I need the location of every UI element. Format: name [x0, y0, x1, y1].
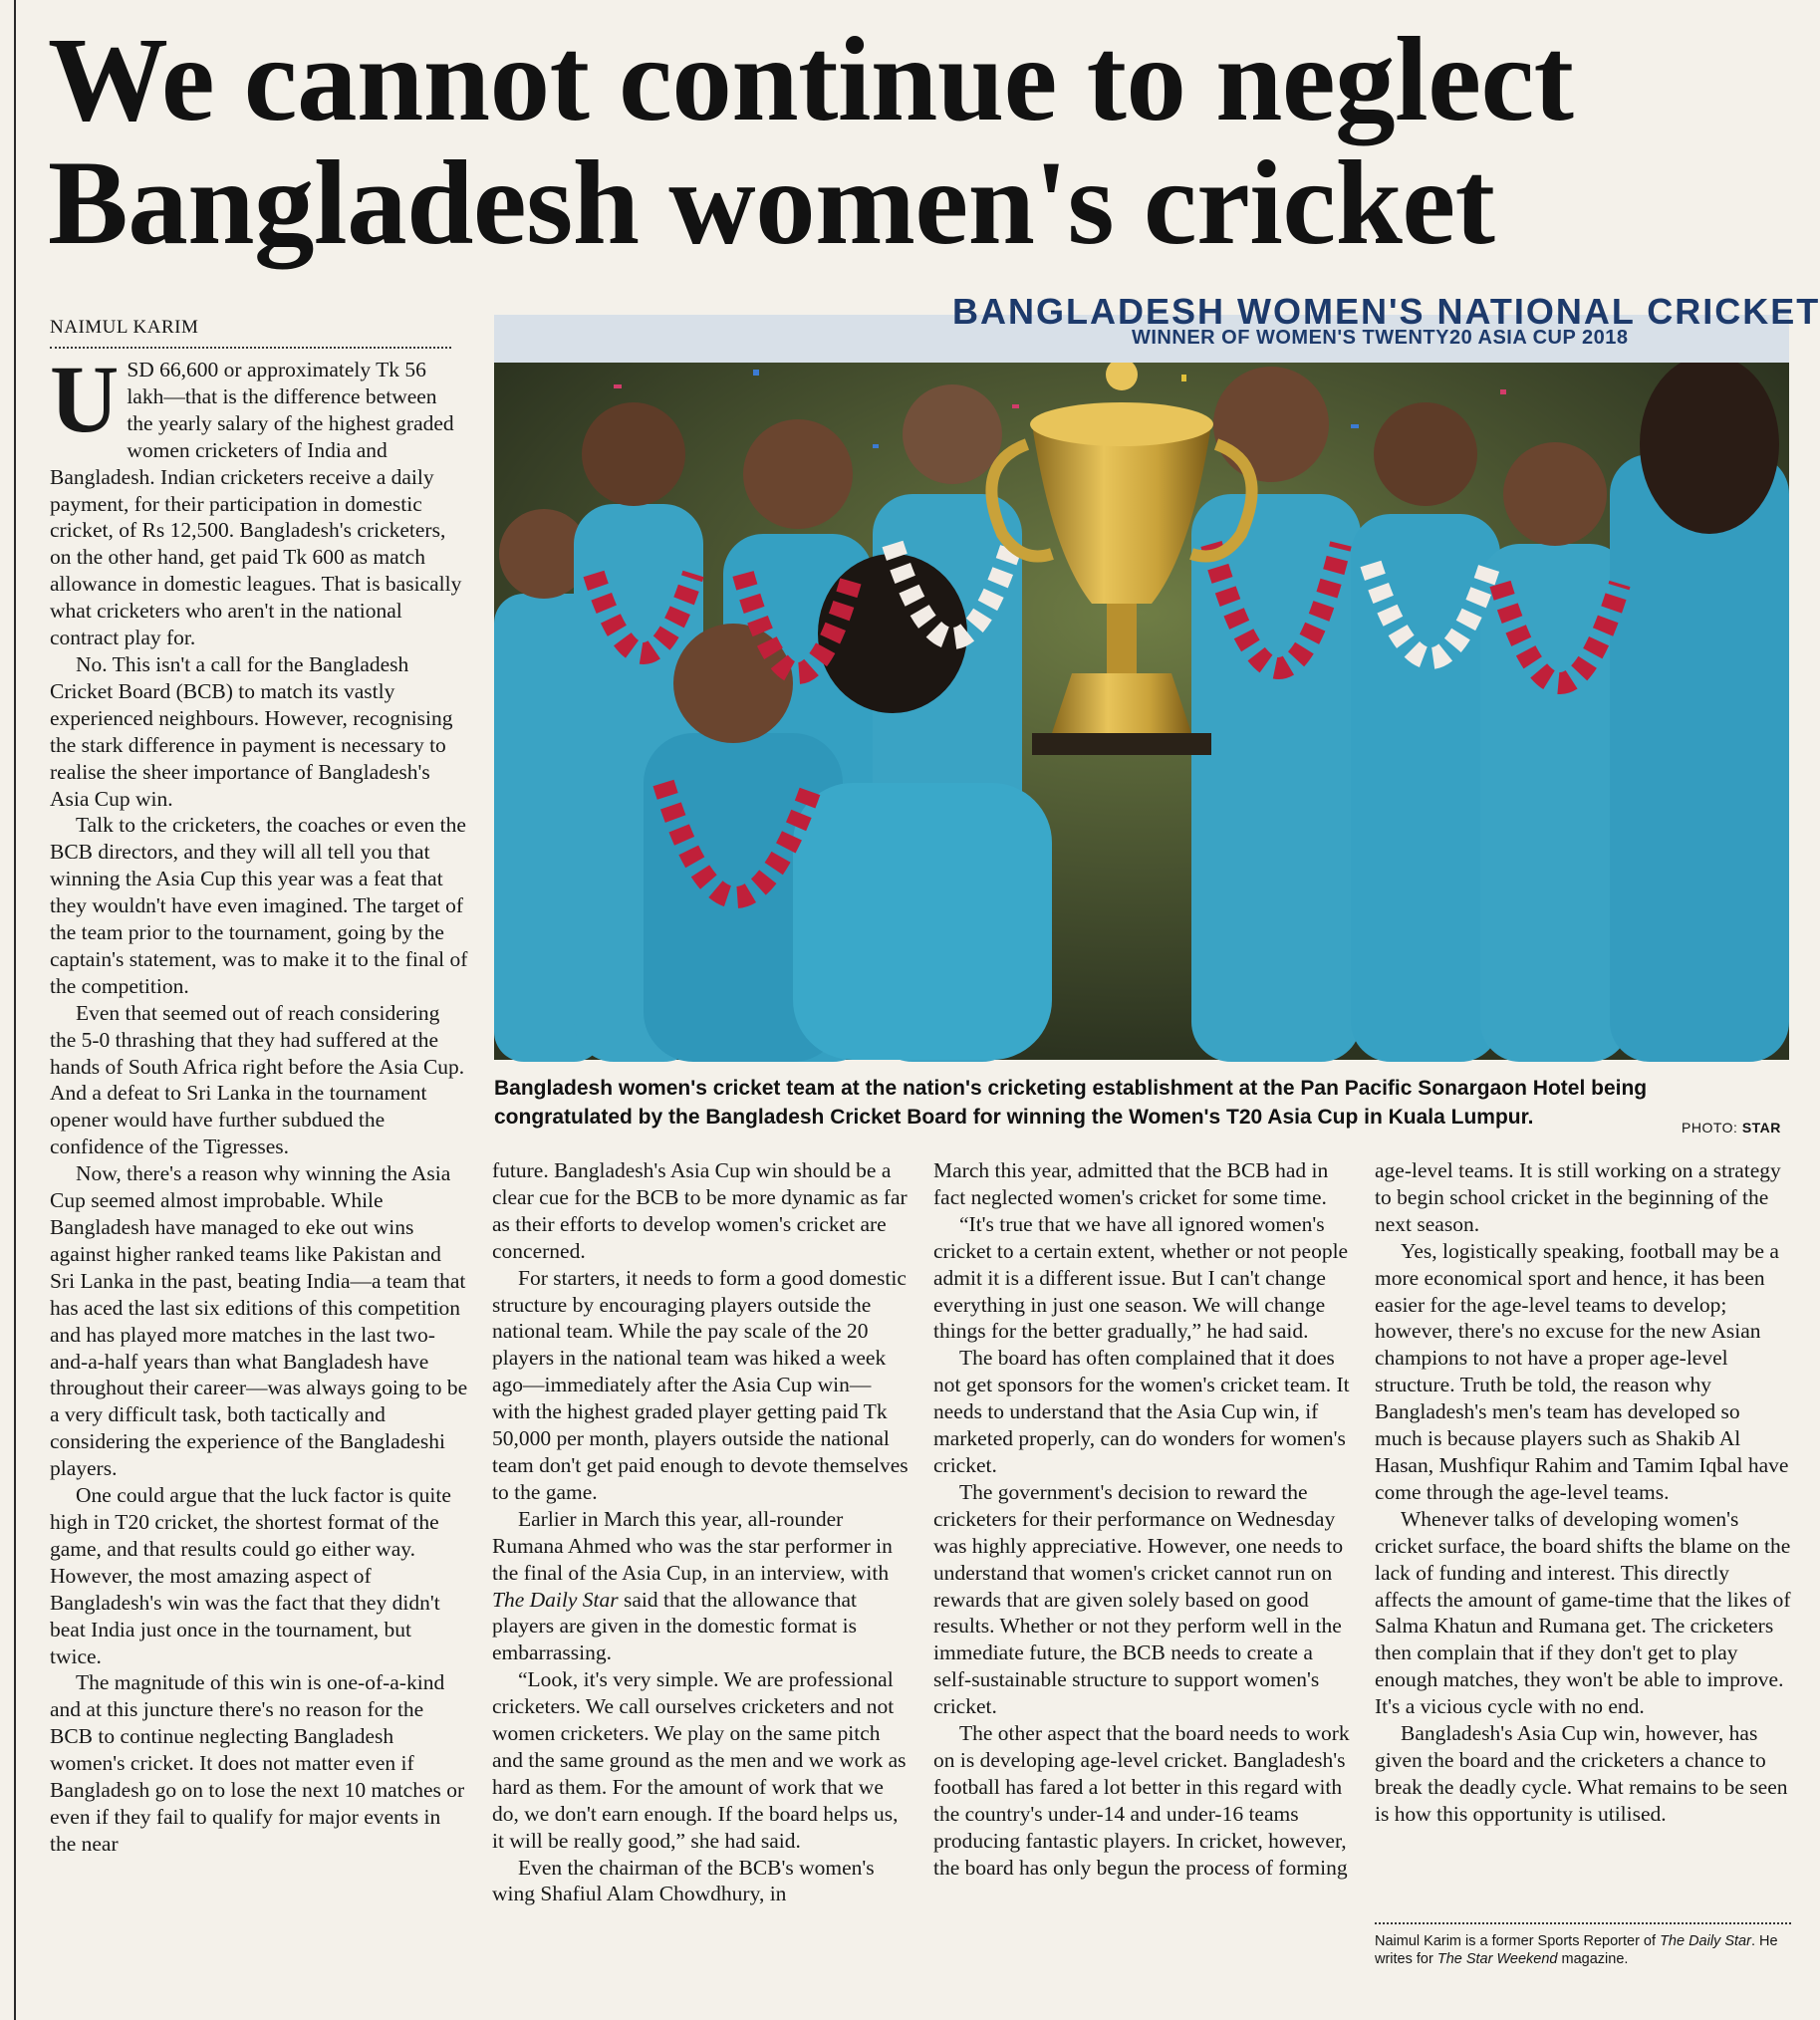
article-column-4	[1375, 1157, 1791, 1828]
paragraph: The government's decision to reward the cricketers for their performance on Wednesday was highly appreciative. However, one needs to understand that women's cricket cannot run on rewards that are given solely based on good results. Whether or not they perform well in the immediate future, the BCB needs to create a self-sustainable structure to support women's cricket.	[933, 1479, 1344, 1719]
photo-banner	[494, 291, 1820, 363]
banner-top-text: BANGLADESH WOMEN'S NATIONAL CRICKET	[952, 291, 1820, 332]
paragraph: age-level teams. It is still working on a strategy to begin school cricket in the beginning of the next season.	[1375, 1158, 1781, 1236]
paragraph: “It's true that we have all ignored women's cricket to a certain extent, whether or not people admit it is a different issue. But I can't change everything in just one season. We will change things for the better gradually,” he had said.	[933, 1211, 1349, 1344]
paragraph: March this year, admitted that the BCB had in fact neglected women's cricket for some time.	[933, 1158, 1329, 1209]
paragraph: Even that seemed out of reach considering the 5-0 thrashing that they had suffered at the hands of South Africa right before the Asia Cup. And a defeat to Sri Lanka in the tournament opener would have further subdued the confidence of the Tigresses.	[50, 1000, 465, 1159]
team-photo	[494, 291, 1820, 1060]
paragraph: No. This isn't a call for the Bangladesh Cricket Board (BCB) to match its vastly experienced neighbours. However, recognising the stark difference in payment is necessary to realise the sheer importance of Bangladesh's Asia Cup win.	[50, 651, 453, 811]
headline-line-1: We cannot continue to neglect	[48, 13, 1574, 146]
paragraph: Even the chairman of the BCB's women's wing Shafiul Alam Chowdhury, in	[492, 1855, 875, 1906]
photo-caption: Bangladesh women's cricket team at the nation's cricketing establishment at the Pan Pacific Sonargaon Hotel being congratulated by the Bangladesh Cricket Board for winning the Women's T20 Asia Cup in Kuala Lumpur.	[494, 1077, 1648, 1129]
paragraph: The other aspect that the board needs to work on is developing age-level cricket. Bangladesh's football has fared a lot better in this regard with the country's under-14 and under-16 teams producing fantastic players. In cricket, however, the board has only begun the process of forming	[933, 1721, 1350, 1880]
paragraph: Now, there's a reason why winning the Asia Cup seemed almost improbable. While Bangladesh have managed to eke out wins against higher ranked teams like Pakistan and Sri Lanka in the past, beating India—a team that has aced the last six editions of this competition and has played more matches in the last two-and-a-half years than what Bangladesh have throughout their career—was always going to be a very difficult task, both tactically and considering the experience of the Bangladeshi players.	[50, 1161, 468, 1481]
paragraph: Yes, logistically speaking, football may be a more economical sport and hence, it has been easier for the age-level teams to develop; however, there's no excuse for the new Asian champions to not have a proper age-level structure. Truth be told, the reason why Bangladesh's men's team has developed so much is because players such as Shakib Al Hasan, Mushfiqur Rahim and Tamim Iqbal have come through the age-level teams.	[1375, 1238, 1789, 1504]
paragraph: USD 66,600 or approximately Tk 56 lakh—that is the difference between the yearly salary of the highest graded women cricketers of India and Bangladesh. Indian cricketers receive a daily payment, for their participation in domestic cricket, of Rs 12,500. Bangladesh's cricketers, on the other hand, get paid Tk 600 as match allowance in domestic leagues. That is basically what cricketers who aren't in the national contract play for.	[50, 346, 462, 650]
paragraph: Bangladesh's Asia Cup win, however, has given the board and the cricketers a chance to break the deadly cycle. What remains to be seen is how this opportunity is utilised.	[1375, 1721, 1788, 1826]
paragraph: Whenever talks of developing women's cricket surface, the board shifts the blame on the lack of funding and interest. This directly affects the amount of game-time that the likes of Salma Khatun and Rumana get. The cricketers then complain that if they don't get to play enough matches, they won't be able to improve. It's a vicious cycle with no end.	[1375, 1506, 1791, 1719]
photo-credit: PHOTO: STAR	[1682, 1120, 1781, 1136]
column-rule	[14, 0, 16, 2020]
headline-line-2: Bangladesh women's cricket	[48, 136, 1495, 270]
paragraph: The magnitude of this win is one-of-a-kind and at this juncture there's no reason for the BCB to continue neglecting Bangladesh women's cricket. It does not matter even if Bangladesh go on to lose the next 10 matches or even if they fail to qualify for major events in the near	[50, 1670, 465, 1856]
article-column-2	[492, 1157, 909, 1907]
paragraph: The board has often complained that it does not get sponsors for the women's cricket team. It needs to understand that the Asia Cup win, if marketed properly, can do wonders for women's cricket.	[933, 1346, 1350, 1477]
article-column-1	[50, 346, 468, 1858]
paragraph: For starters, it needs to form a good domestic structure by encouraging players outside the national team. While the pay scale of the 20 players in the national team was hiked a week ago—immediately after the Asia Cup win—with the highest graded player getting paid Tk 50,000 per month, players outside the national team don't get paid enough to devote themselves to the game.	[492, 1265, 909, 1504]
article-column-3	[933, 1157, 1350, 1881]
byline: NAIMUL KARIM	[50, 317, 451, 349]
paragraph: One could argue that the luck factor is quite high in T20 cricket, the shortest format of the game, and that results could go either way. However, the most amazing aspect of Bangladesh's win was the fact that they didn't beat India just once in the tournament, but twice.	[50, 1483, 451, 1668]
banner-main-text: WINNER OF WOMEN'S TWENTY20 ASIA CUP 2018	[1132, 327, 1629, 349]
paragraph: future. Bangladesh's Asia Cup win should be a clear cue for the BCB to be more dynamic as far as their efforts to develop women's cricket are concerned.	[492, 1158, 908, 1263]
paragraph: Earlier in March this year, all-rounder Rumana Ahmed who was the star performer in the final of the Asia Cup, in an interview, with The Daily Star said that the allowance that players are given in the domestic format is embarrassing.	[492, 1506, 893, 1665]
headline	[48, 13, 1781, 270]
author-bio: Naimul Karim is a former Sports Reporter of The Daily Star. He writes for The Star Weekend magazine.	[1375, 1922, 1791, 1968]
drop-cap: U	[50, 346, 120, 452]
paragraph: Talk to the cricketers, the coaches or even the BCB directors, and they will all tell you that winning the Asia Cup this year was a feat that they wouldn't have even imagined. The target of the team prior to the tournament, going by the captain's statement, was to make it to the final of the competition.	[50, 813, 468, 998]
paragraph: “Look, it's very simple. We are professional cricketers. We call ourselves cricketers and not women cricketers. We play on the same pitch and the same ground as the men and we work as hard as them. For the amount of work that we do, we don't earn enough. If the board helps us, it will be really good,” she had said.	[492, 1667, 907, 1853]
photo-illustration	[494, 315, 1789, 1060]
